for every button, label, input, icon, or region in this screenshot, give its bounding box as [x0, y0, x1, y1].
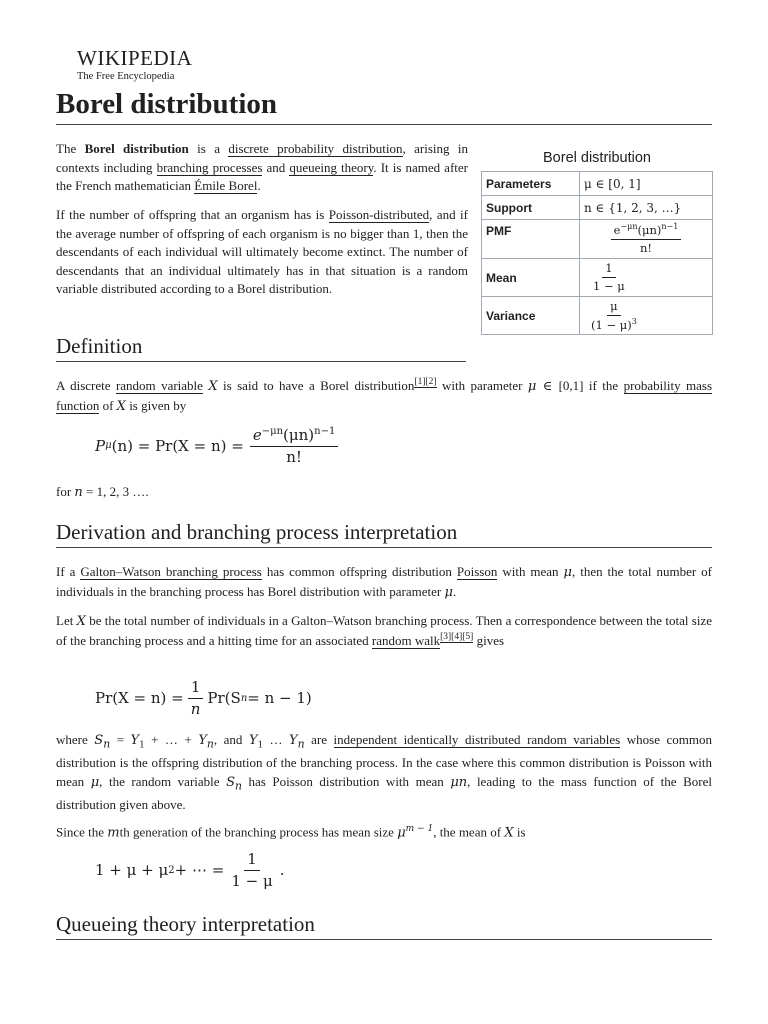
link-poisson[interactable]: Poisson	[456, 564, 498, 579]
page-title: Borel distribution	[56, 86, 712, 125]
link-emile-borel[interactable]: Émile Borel	[194, 178, 258, 193]
infobox-label: Parameters	[482, 172, 580, 196]
infobox-value	[580, 297, 713, 335]
link-probability-mass-function[interactable]: probability mass function	[56, 378, 713, 413]
derivation-paragraph-1: If a Galton–Watson branching process has common offspring distribution Poisson with mean μ, then the total number of individuals in the branching process has Borel distribution with parameter μ.	[56, 564, 712, 600]
derivation-paragraph-2: Let X be the total number of individuals in a Galton–Watson branching process. Then a correspondence between the total size of the branching process and a hitting time for an associated random walk[3][4][5] gives	[56, 613, 712, 648]
derivation-paragraph-3: where $S_n = Y_1$ + … + $Y_n$, and $Y_1$ … $Y_n$ are independent identically distributed random variables whose common distribution is the offspring distribution of the branching process. In the case where this common distribution is Poisson with mean μ, the random variable $S_n$ has Poisson distribution with mean μn, leading to the mass function of the Borel distribution given above.	[56, 732, 712, 812]
infobox-title: Borel distribution	[543, 150, 651, 166]
infobox-row-parameters	[482, 172, 713, 196]
intro-paragraph-1: The Borel distribution is a discrete probability distribution, arising in contexts including branching processes and queueing theory. It is named after the French mathematician Émile Borel.	[56, 141, 468, 193]
infobox-label: Variance	[482, 297, 580, 335]
infobox-label: PMF	[482, 220, 580, 259]
borel-pmf-formula: P μ (n) = Pr(X = n) = $\frac{e^{-\mu n}(\mu n)^{n-1}}{n!}$	[95, 426, 342, 465]
infobox-row-support	[482, 196, 713, 220]
mean-series-formula: 1 + μ + μ 2 + ⋯ = $\frac{1}{1 - \mu}$ .	[95, 850, 285, 890]
variance-fraction: $\frac{\mu}{(1 - \mu)^3}$	[591, 298, 637, 332]
citation-refs[interactable]: [1][2]	[414, 377, 437, 387]
pmf-fraction: $\frac{e^{-\mu n}(\mu n)^{n-1}}{n!}$	[611, 223, 682, 254]
link-random-variable[interactable]: random variable	[115, 378, 203, 393]
link-discrete-probability-distribution[interactable]: discrete probability distribution	[228, 141, 403, 156]
hitting-time-formula: Pr(X = n) = $\frac{1}{n}$ Pr(S n = n − 1)	[95, 678, 312, 718]
logo-wordmark: WIKIPEDIA	[77, 46, 193, 70]
infobox-value: n ∈ {1, 2, 3, …}	[580, 196, 713, 220]
infobox-label: Mean	[482, 259, 580, 297]
definition-support-note: for n = 1, 2, 3 ….	[56, 484, 149, 500]
infobox-value: μ ∈ [0, 1]	[580, 172, 713, 196]
link-queueing-theory[interactable]: queueing theory	[289, 159, 374, 175]
infobox	[481, 146, 713, 335]
link-random-walk[interactable]: random walk	[371, 632, 441, 648]
heading-definition: Definition	[56, 332, 466, 362]
infobox-row-variance	[482, 297, 713, 335]
definition-paragraph: A discrete random variable X is said to have a Borel distribution[1][2] with parameter μ ∈ [0,1] if the probability mass function of X is given by	[56, 377, 713, 414]
mean-fraction: $\frac{1}{1 - \mu}$	[593, 261, 625, 293]
infobox-value	[580, 259, 713, 297]
link-branching-processes[interactable]: branching processes	[156, 159, 263, 175]
infobox-value	[580, 220, 713, 259]
heading-derivation: Derivation and branching process interpretation	[56, 518, 712, 548]
logo-tagline: The Free Encyclopedia	[77, 71, 175, 82]
derivation-paragraph-4: Since the mth generation of the branching process has mean size $\mu^{m - 1}$, the mean of X is	[56, 824, 526, 841]
infobox-row-pmf	[482, 220, 713, 259]
citation-refs[interactable]: [3][4][5]	[440, 631, 474, 642]
infobox-label: Support	[482, 196, 580, 220]
link-poisson-distributed[interactable]: Poisson-distributed	[328, 207, 430, 222]
intro-paragraph-2: If the number of offspring that an organism has is Poisson-distributed, and if the average number of offspring of each organism is no bigger than 1, then the descendants of each individual will ultimately become extinct. The number of descendants that an individual ultimately has in that situation is a random variable distributed according to a Borel distribution.	[56, 207, 468, 296]
link-galton-watson[interactable]: Galton–Watson branching process	[80, 564, 262, 579]
heading-queueing: Queueing theory interpretation	[56, 910, 712, 940]
infobox-row-mean	[482, 259, 713, 297]
infobox-table	[481, 171, 713, 335]
link-iid-random-variables[interactable]: independent identically distributed random variables	[333, 732, 621, 747]
wikipedia-logo[interactable]	[77, 48, 192, 82]
